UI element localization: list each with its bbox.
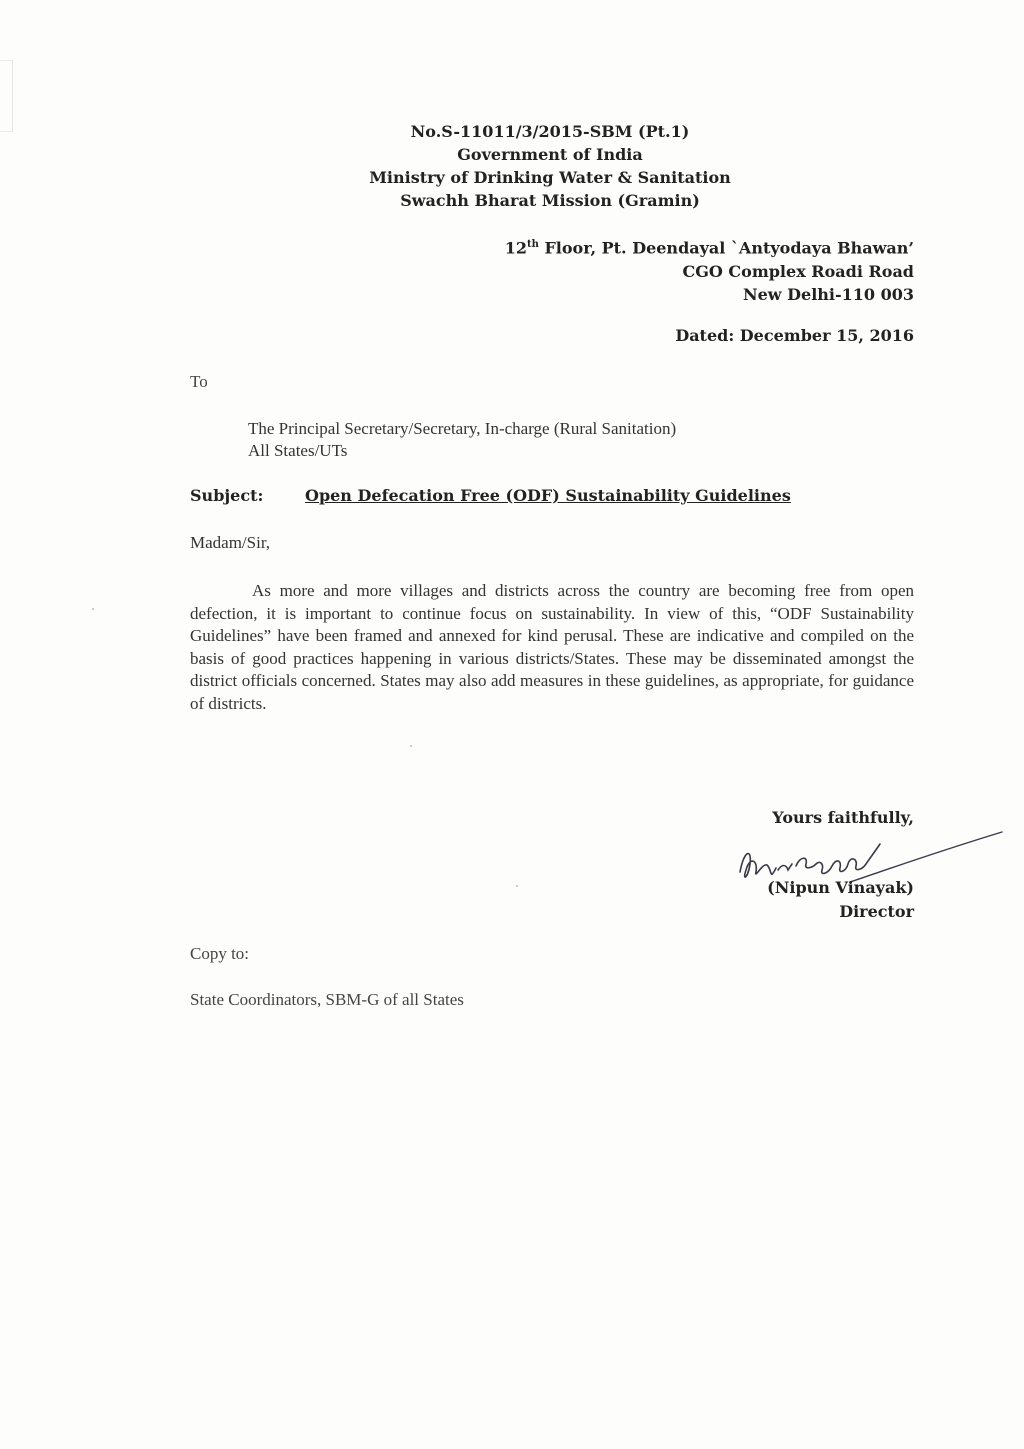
ministry-name: Ministry of Drinking Water & Sanitation	[369, 168, 731, 187]
scan-speck	[516, 885, 518, 887]
subject-line	[190, 486, 930, 505]
file-number: No.S-11011/3/2015-SBM (Pt.1)	[410, 122, 690, 141]
recipient-block	[248, 418, 676, 462]
scan-speck	[92, 608, 94, 610]
recipient-line-2: All States/UTs	[248, 441, 348, 460]
address-line-3: New Delhi-110 003	[743, 285, 914, 305]
signer-block	[767, 876, 914, 924]
to-label: To	[190, 372, 208, 391]
letter-header	[300, 120, 800, 212]
scan-speck	[410, 745, 412, 747]
subject-text: Open Defecation Free (ODF) Sustainability Guidelines	[305, 486, 791, 505]
mission-name: Swachh Bharat Mission (Gramin)	[400, 191, 700, 210]
floor-number: 12	[504, 238, 527, 258]
address-line-1-rest: Floor, Pt. Deendayal `Antyodaya Bhawan’	[538, 238, 914, 258]
salutation: Madam/Sir,	[190, 533, 271, 552]
sender-address	[505, 233, 914, 307]
address-line-1	[505, 233, 914, 260]
floor-suffix: th	[526, 239, 539, 250]
closing: Yours faithfully,	[772, 808, 914, 827]
copy-to-label: Copy to:	[190, 944, 250, 963]
subject-label: Subject:	[190, 486, 264, 505]
signer-title: Director	[839, 902, 914, 921]
letter-date: Dated: December 15, 2016	[675, 326, 914, 345]
body-paragraph: As more and more villages and districts across the country are becoming free from open defection, it is important to continue focus on sustainability. In view of this, “ODF Sustainability Guidelines” have been framed and annexed for kind perusal. These are indicative and compiled on the basis of good practices happening in various districts/States. These may be disseminated amongst the district officials concerned. States may also add measures in these guidelines, as appropriate, for guidance of districts.	[190, 581, 914, 713]
government-name: Government of India	[457, 145, 643, 164]
copy-recipient: State Coordinators, SBM-G of all States	[190, 990, 464, 1009]
address-line-2: CGO Complex Roadi Road	[682, 261, 914, 281]
signer-name: (Nipun Vinayak)	[767, 878, 914, 897]
recipient-line-1: The Principal Secretary/Secretary, In-charge (Rural Sanitation)	[248, 419, 677, 438]
scan-edge-artifact	[0, 60, 13, 132]
